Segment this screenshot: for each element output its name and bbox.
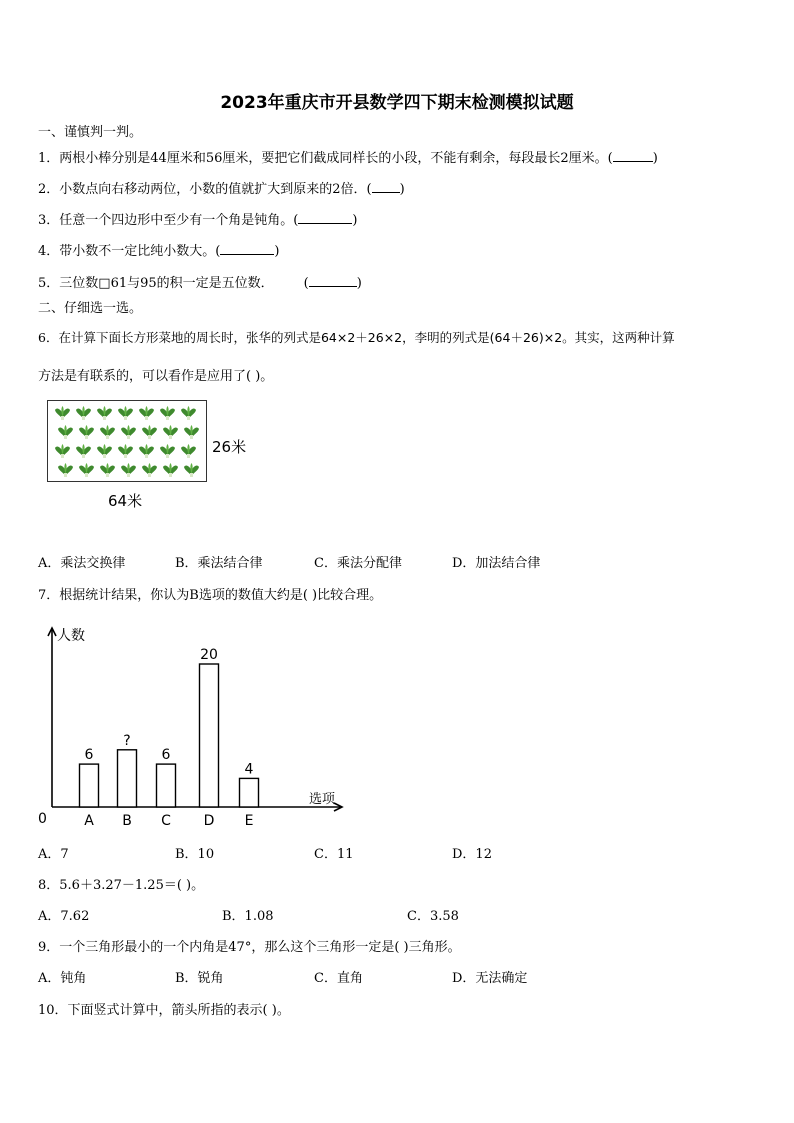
q9-option-a[interactable]: A．钝角 [38,971,87,986]
question-9: 9．一个三角形最小的一个内角是47°，那么这个三角形一定是( )三角形。 [38,940,461,955]
question-4 [38,240,279,259]
answer-blank[interactable] [613,149,653,162]
vegetable-icon [57,424,74,439]
vegetable-icon [99,462,116,477]
bar-d [200,664,219,807]
question-7: 7．根据统计结果，你认为B选项的数值大约是( )比较合理。 [38,588,383,603]
page-title: 2023年重庆市开县数学四下期末检测模拟试题 [220,93,574,113]
vegetable-icon [75,443,92,458]
vegetable-icon [78,424,95,439]
vegetable-icon [78,462,95,477]
q7-option-d[interactable]: D．12 [452,847,492,862]
q8-option-a[interactable]: A．7.62 [38,909,90,924]
q8-option-c[interactable]: C．3.58 [407,909,459,924]
question-number: 3． [38,213,60,228]
answer-blank[interactable] [309,274,357,287]
q6-option-d[interactable]: D．加法结合律 [452,556,541,571]
data-label-d: 20 [200,647,218,663]
question-text: 6．在计算下面长方形菜地的周长时，张华的列式是 [38,330,321,345]
paren-close: ) [399,182,405,197]
vegetable-icon [180,443,197,458]
question-text: ，李明的列式是 [402,330,490,345]
q6-option-a[interactable]: A．乘法交换律 [38,556,126,571]
vegetable-icon [120,424,137,439]
origin-label: 0 [38,811,47,827]
x-axis-label: 选项 [309,792,336,807]
question-2 [38,178,405,197]
category-label-b: B [122,813,132,829]
vegetable-icon [96,443,113,458]
vegetable-icon [162,424,179,439]
question-text: 小数点向右移动两位，小数的值就扩大到原来的2倍．( [59,182,372,197]
q6-option-b[interactable]: B．乘法结合律 [175,556,263,571]
question-text: 。其实，这两种计算 [562,330,675,345]
bar-b [118,750,137,807]
bar-a [80,764,99,807]
vegetable-icon [180,405,197,420]
vegetable-icon [159,443,176,458]
q7-option-c[interactable]: C．11 [314,847,354,862]
data-label-c: 6 [161,747,171,764]
question-1 [38,147,658,166]
question-3 [38,209,357,228]
data-label-e: 4 [244,761,254,778]
question-10: 10．下面竖式计算中，箭头所指的表示( )。 [38,1003,290,1018]
q8-option-b[interactable]: B．1.08 [222,909,274,924]
paren-close: ) [356,276,362,291]
vegetable-icon [183,462,200,477]
bar-e [240,778,259,807]
category-label-e: E [244,813,254,829]
data-label-b: ? [123,732,131,749]
vegetable-icon [183,424,200,439]
bar-chart [30,618,360,833]
width-label: 64米 [108,492,143,510]
q9-option-b[interactable]: B．锐角 [175,971,224,986]
vegetable-icon [54,405,71,420]
section2-heading: 二、仔细选一选。 [38,301,143,316]
y-axis-label: 人数 [57,628,85,644]
vegetable-icon [138,405,155,420]
question-text: 三位数□61与95的积一定是五位数． [59,276,274,291]
vegetable-icon [141,462,158,477]
q9-option-c[interactable]: C．直角 [314,971,363,986]
expression-liming: (64＋26)×2 [489,330,563,345]
height-label: 26米 [212,438,247,456]
bar-c [157,764,176,807]
question-6-line2: 方法是有联系的，可以看作是应用了( )。 [38,369,274,384]
q7-option-b[interactable]: B．10 [175,847,215,862]
question-number: 4． [38,244,60,259]
paren-close: ) [274,244,280,259]
vegetable-icon [96,405,113,420]
paren-close: ) [352,213,358,228]
question-text: 任意一个四边形中至少有一个角是钝角。( [59,213,299,228]
vegetable-icon [138,443,155,458]
answer-blank[interactable] [220,242,274,255]
data-label-a: 6 [84,747,94,764]
vegetable-icon [57,462,74,477]
vegetable-icon [141,424,158,439]
paren-close: ) [652,151,658,166]
expression-zhanghua: 64×2＋26×2 [320,330,403,345]
question-number: 5． [38,276,60,291]
q9-option-d[interactable]: D．无法确定 [452,971,528,986]
question-number: 2． [38,182,60,197]
vegetable-garden-rectangle [47,400,207,482]
question-text: 两根小棒分别是44厘米和56厘米，要把它们截成同样长的小段，不能有剩余，每段最长2厘米。( [59,151,613,166]
vegetable-icon [117,405,134,420]
q6-option-c[interactable]: C．乘法分配律 [314,556,402,571]
paren-open: ( [303,276,309,291]
category-label-a: A [84,813,94,829]
q7-option-a[interactable]: A．7 [38,847,69,862]
category-label-c: C [161,813,171,829]
vegetable-icon [54,443,71,458]
vegetable-icon [117,443,134,458]
question-number: 1． [38,151,60,166]
answer-blank[interactable] [372,180,400,193]
question-5 [38,272,362,291]
section1-heading: 一、谨慎判一判。 [38,125,143,140]
vegetable-icon [75,405,92,420]
question-6-line1 [38,328,675,346]
answer-blank[interactable] [298,211,352,224]
vegetable-icon [99,424,116,439]
category-label-d: D [203,813,215,829]
vegetable-icon [162,462,179,477]
question-8: 8．5.6＋3.27－1.25＝( )。 [38,878,205,893]
vegetable-icon [159,405,176,420]
vegetable-icon [120,462,137,477]
question-text: 带小数不一定比纯小数大。( [59,244,221,259]
